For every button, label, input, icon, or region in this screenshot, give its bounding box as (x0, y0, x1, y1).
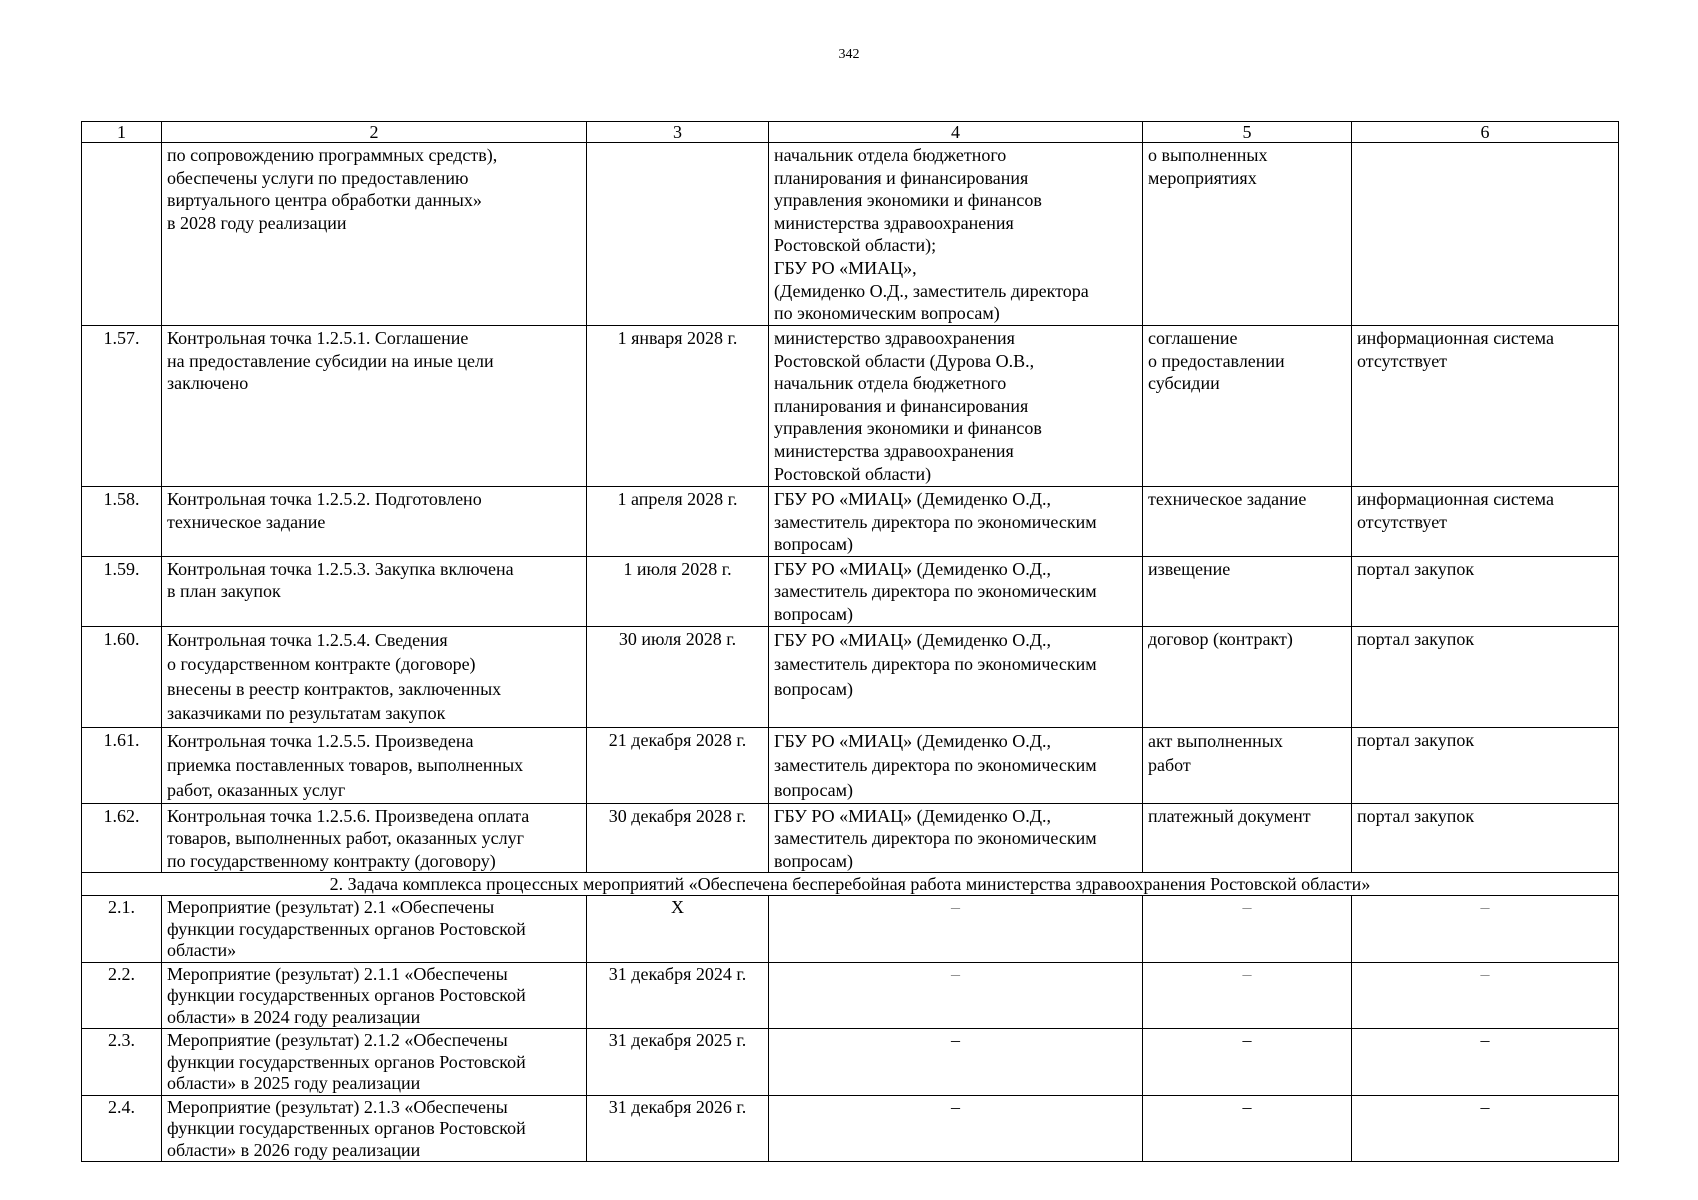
row-date: 1 января 2028 г. (587, 326, 769, 487)
row-number: 2.1. (82, 896, 162, 963)
row-date (587, 143, 769, 326)
row-system: информационная система отсутствует (1352, 487, 1619, 557)
row-title: Контрольная точка 1.2.5.3. Закупка включена в план закупок (162, 556, 587, 626)
row-number: 1.57. (82, 326, 162, 487)
row-responsible: – (769, 1095, 1143, 1162)
table-row (82, 896, 1619, 963)
header-cell: 2 (162, 122, 587, 143)
row-document: платежный документ (1143, 803, 1352, 873)
row-title: Контрольная точка 1.2.5.1. Соглашение на предоставление субсидии на иные цели заключено (162, 326, 587, 487)
section-title: 2. Задача комплекса процессных мероприятий «Обеспечена бесперебойная работа министерства здравоохранения Ростовской области» (82, 873, 1619, 896)
row-title: Мероприятие (результат) 2.1.1 «Обеспечены функции государственных органов Ростовской области» в 2024 году реализации (162, 962, 587, 1029)
row-document: соглашение о предоставлении субсидии (1143, 326, 1352, 487)
row-responsible: – (769, 962, 1143, 1029)
row-responsible: ГБУ РО «МИАЦ» (Демиденко О.Д., заместитель директора по экономическим вопросам) (769, 803, 1143, 873)
header-cell: 4 (769, 122, 1143, 143)
table-row (82, 626, 1619, 727)
row-responsible: – (769, 1029, 1143, 1096)
table-row (82, 556, 1619, 626)
row-date: 31 декабря 2024 г. (587, 962, 769, 1029)
table-row (82, 962, 1619, 1029)
row-document: о выполненных мероприятиях (1143, 143, 1352, 326)
row-date: 21 декабря 2028 г. (587, 727, 769, 803)
row-system: портал закупок (1352, 626, 1619, 727)
header-row (82, 122, 1619, 143)
row-responsible: ГБУ РО «МИАЦ» (Демиденко О.Д., заместитель директора по экономическим вопросам) (769, 626, 1143, 727)
row-title: Мероприятие (результат) 2.1 «Обеспечены функции государственных органов Ростовской области» (162, 896, 587, 963)
row-date: 30 июля 2028 г. (587, 626, 769, 727)
row-title: Контрольная точка 1.2.5.6. Произведена оплата товаров, выполненных работ, оказанных услуг по государственному контракту (договору) (162, 803, 587, 873)
header-cell: 5 (1143, 122, 1352, 143)
row-number: 1.58. (82, 487, 162, 557)
row-document: – (1143, 1029, 1352, 1096)
row-system: портал закупок (1352, 556, 1619, 626)
row-date: 31 декабря 2025 г. (587, 1029, 769, 1096)
row-responsible: ГБУ РО «МИАЦ» (Демиденко О.Д., заместитель директора по экономическим вопросам) (769, 487, 1143, 557)
row-number: 1.61. (82, 727, 162, 803)
control-points-table (81, 121, 1619, 1162)
row-document: акт выполненных работ (1143, 727, 1352, 803)
table-row (82, 1095, 1619, 1162)
table-row (82, 727, 1619, 803)
row-number (82, 143, 162, 326)
row-date: 1 июля 2028 г. (587, 556, 769, 626)
header-cell: 1 (82, 122, 162, 143)
row-system: – (1352, 896, 1619, 963)
row-title: Контрольная точка 1.2.5.2. Подготовлено техническое задание (162, 487, 587, 557)
row-system: – (1352, 1095, 1619, 1162)
row-title: Мероприятие (результат) 2.1.3 «Обеспечены функции государственных органов Ростовской области» в 2026 году реализации (162, 1095, 587, 1162)
row-number: 2.3. (82, 1029, 162, 1096)
row-date: 30 декабря 2028 г. (587, 803, 769, 873)
page-number: 342 (838, 47, 860, 62)
row-document: договор (контракт) (1143, 626, 1352, 727)
row-document: – (1143, 1095, 1352, 1162)
row-title: по сопровождению программных средств), обеспечены услуги по предоставлению виртуального центра обработки данных» в 2028 году реализации (162, 143, 587, 326)
table-row (82, 143, 1619, 326)
row-system: информационная система отсутствует (1352, 326, 1619, 487)
row-system: – (1352, 1029, 1619, 1096)
row-system: – (1352, 962, 1619, 1029)
header-cell: 6 (1352, 122, 1619, 143)
table-row (82, 803, 1619, 873)
row-responsible: министерство здравоохранения Ростовской области (Дурова О.В., начальник отдела бюджетного планирования и финансирования управления экономики и финансов министерства здравоохранения Ростовской области) (769, 326, 1143, 487)
row-responsible: ГБУ РО «МИАЦ» (Демиденко О.Д., заместитель директора по экономическим вопросам) (769, 727, 1143, 803)
row-number: 2.4. (82, 1095, 162, 1162)
row-system: портал закупок (1352, 727, 1619, 803)
row-title: Мероприятие (результат) 2.1.2 «Обеспечены функции государственных органов Ростовской области» в 2025 году реализации (162, 1029, 587, 1096)
row-number: 2.2. (82, 962, 162, 1029)
header-cell: 3 (587, 122, 769, 143)
row-number: 1.60. (82, 626, 162, 727)
row-number: 1.59. (82, 556, 162, 626)
row-document: техническое задание (1143, 487, 1352, 557)
row-document: – (1143, 962, 1352, 1029)
row-document: – (1143, 896, 1352, 963)
table-row (82, 326, 1619, 487)
row-title: Контрольная точка 1.2.5.4. Сведения о государственном контракте (договоре) внесены в реестр контрактов, заключенных заказчиками по результатам закупок (162, 626, 587, 727)
row-title: Контрольная точка 1.2.5.5. Произведена приемка поставленных товаров, выполненных работ, оказанных услуг (162, 727, 587, 803)
row-responsible: – (769, 896, 1143, 963)
row-responsible: ГБУ РО «МИАЦ» (Демиденко О.Д., заместитель директора по экономическим вопросам) (769, 556, 1143, 626)
row-date: Х (587, 896, 769, 963)
row-responsible: начальник отдела бюджетного планирования и финансирования управления экономики и финансов министерства здравоохранения Ростовской области); ГБУ РО «МИАЦ», (Демиденко О.Д., заместитель директора по экономическим вопросам) (769, 143, 1143, 326)
row-system: портал закупок (1352, 803, 1619, 873)
section-row (82, 873, 1619, 896)
row-document: извещение (1143, 556, 1352, 626)
row-date: 1 апреля 2028 г. (587, 487, 769, 557)
row-system (1352, 143, 1619, 326)
table-row (82, 487, 1619, 557)
row-date: 31 декабря 2026 г. (587, 1095, 769, 1162)
table-row (82, 1029, 1619, 1096)
row-number: 1.62. (82, 803, 162, 873)
